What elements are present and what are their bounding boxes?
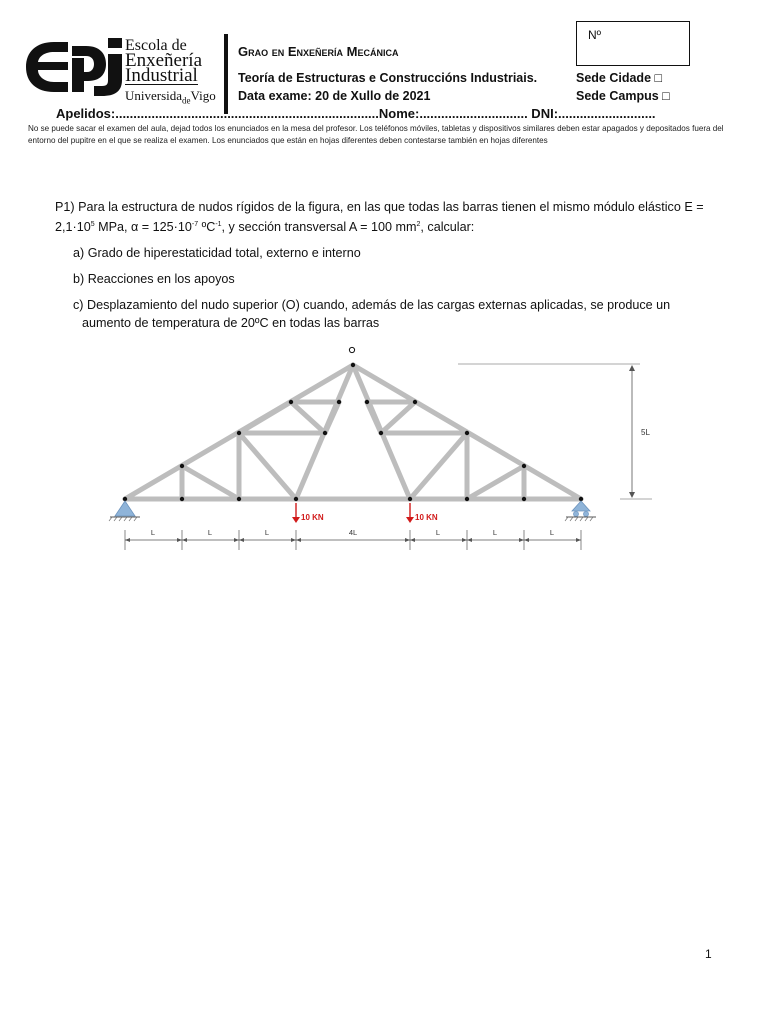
item-c-line-2: aumento de temperatura de 20ºC en todas las barras (82, 316, 380, 330)
apex-label-o (349, 347, 354, 352)
exam-rules: No se puede sacar el examen del aula, dejad todos los enunciados en la mesa del profesor. Los teléfonos móviles, tabletas y dispositivos similares deben estar apagados y depositados fuera del entorno del pupitre en el que se realiza el examen. Los enunciados que están en hojas diferentes deben contestarse también en hojas diferentes (28, 124, 724, 145)
node (294, 497, 298, 501)
right-roller-support-icon (565, 501, 596, 521)
logo-vigo: Vigo (190, 88, 216, 103)
truss-members (125, 365, 581, 499)
load-label-left: 10 KN (301, 513, 324, 522)
calc-label: , calcular: (420, 220, 475, 234)
load-arrow-right-icon (406, 503, 414, 523)
logo-university: Universida (125, 88, 183, 103)
member-r-diag-3 (381, 402, 415, 433)
node (180, 497, 184, 501)
dim-label-4: 4L (348, 528, 358, 537)
area-exponent: 2 (416, 221, 421, 228)
height-arrow-bottom-icon (629, 492, 635, 498)
eei-logo-icon (24, 36, 124, 98)
item-b: b) Reacciones en los apoyos (73, 272, 235, 286)
height-arrow-top-icon (629, 365, 635, 371)
member-l-top-link (239, 402, 291, 433)
alpha-value: MPa, α = 125·10 (94, 220, 192, 234)
dim-label-1: L (150, 528, 156, 537)
identification-line[interactable]: Apelidos:.........................................................................Nome:.............................. DNI:........................... (56, 106, 656, 121)
modulus-exponent: 5 (90, 221, 95, 228)
node (522, 464, 526, 468)
load-label-right: 10 KN (415, 513, 438, 522)
member-l-diag-2 (239, 433, 296, 499)
modulus-value: 2,1·10 (55, 220, 91, 234)
node (379, 431, 383, 435)
logo-wordmark (125, 38, 216, 109)
dim-label-7: L (549, 528, 555, 537)
node (323, 431, 327, 435)
node (180, 464, 184, 468)
problem-intro-line-1: P1) Para la estructura de nudos rígidos de la figura, en las que todas las barras tienen el mismo módulo elástico E = (55, 200, 704, 214)
node (408, 497, 412, 501)
logo-de: de (182, 95, 191, 106)
node-apex (351, 363, 355, 367)
dim-label-2: L (207, 528, 213, 537)
header-divider (224, 34, 228, 114)
node (337, 400, 341, 404)
number-box[interactable] (576, 21, 690, 66)
node (465, 497, 469, 501)
dim-label-6: L (492, 528, 498, 537)
sede-cidade-checkbox[interactable]: Sede Cidade □ (576, 71, 663, 85)
degree-title: Grao en Enxeñería Mecánica (238, 44, 399, 59)
number-label: Nº (588, 28, 602, 42)
load-arrow-left-icon (292, 503, 300, 523)
member-l-diag-1 (182, 466, 239, 499)
problem-statement (55, 198, 715, 332)
area-value: , y sección transversal A = 100 mm (221, 220, 417, 234)
node (237, 431, 241, 435)
item-a: a) Grado de hiperestaticidad total, externo e interno (73, 246, 361, 260)
node (289, 400, 293, 404)
member-l-diag-3 (291, 402, 325, 433)
node (365, 400, 369, 404)
truss-nodes (123, 363, 583, 501)
logo-line-2: Enxeñería (125, 50, 203, 71)
member-l-diag-4 (325, 402, 339, 433)
member-r-diag-2 (410, 433, 467, 499)
item-c (73, 296, 715, 332)
logo-line-1: Escola de (125, 37, 187, 54)
alpha-unit: ºC (198, 220, 216, 234)
course-title: Teoría de Estructuras e Construccións Industriais. (238, 71, 538, 85)
member-r-diag-4 (367, 402, 381, 433)
problem-intro (55, 198, 715, 236)
node (413, 400, 417, 404)
left-pin-support-icon (109, 501, 140, 521)
node (465, 431, 469, 435)
node (237, 497, 241, 501)
sede-campus-checkbox[interactable]: Sede Campus □ (576, 89, 670, 103)
dim-label-3: L (264, 528, 270, 537)
alpha-exponent: -7 (191, 221, 199, 228)
exam-date: Data exame: 20 de Xullo de 2021 (238, 89, 431, 103)
member-r-diag-1 (467, 466, 524, 499)
height-label: 5L (641, 428, 650, 437)
alpha-unit-exponent: -1 (215, 221, 222, 228)
logo-line-3: Industrial (125, 65, 198, 86)
dim-label-5: L (435, 528, 441, 537)
truss-figure (100, 340, 720, 560)
page-number: 1 (705, 947, 712, 961)
node (522, 497, 526, 501)
item-c-line-1: c) Desplazamiento del nudo superior (O) cuando, además de las cargas externas aplicadas, se produce un (73, 298, 671, 312)
